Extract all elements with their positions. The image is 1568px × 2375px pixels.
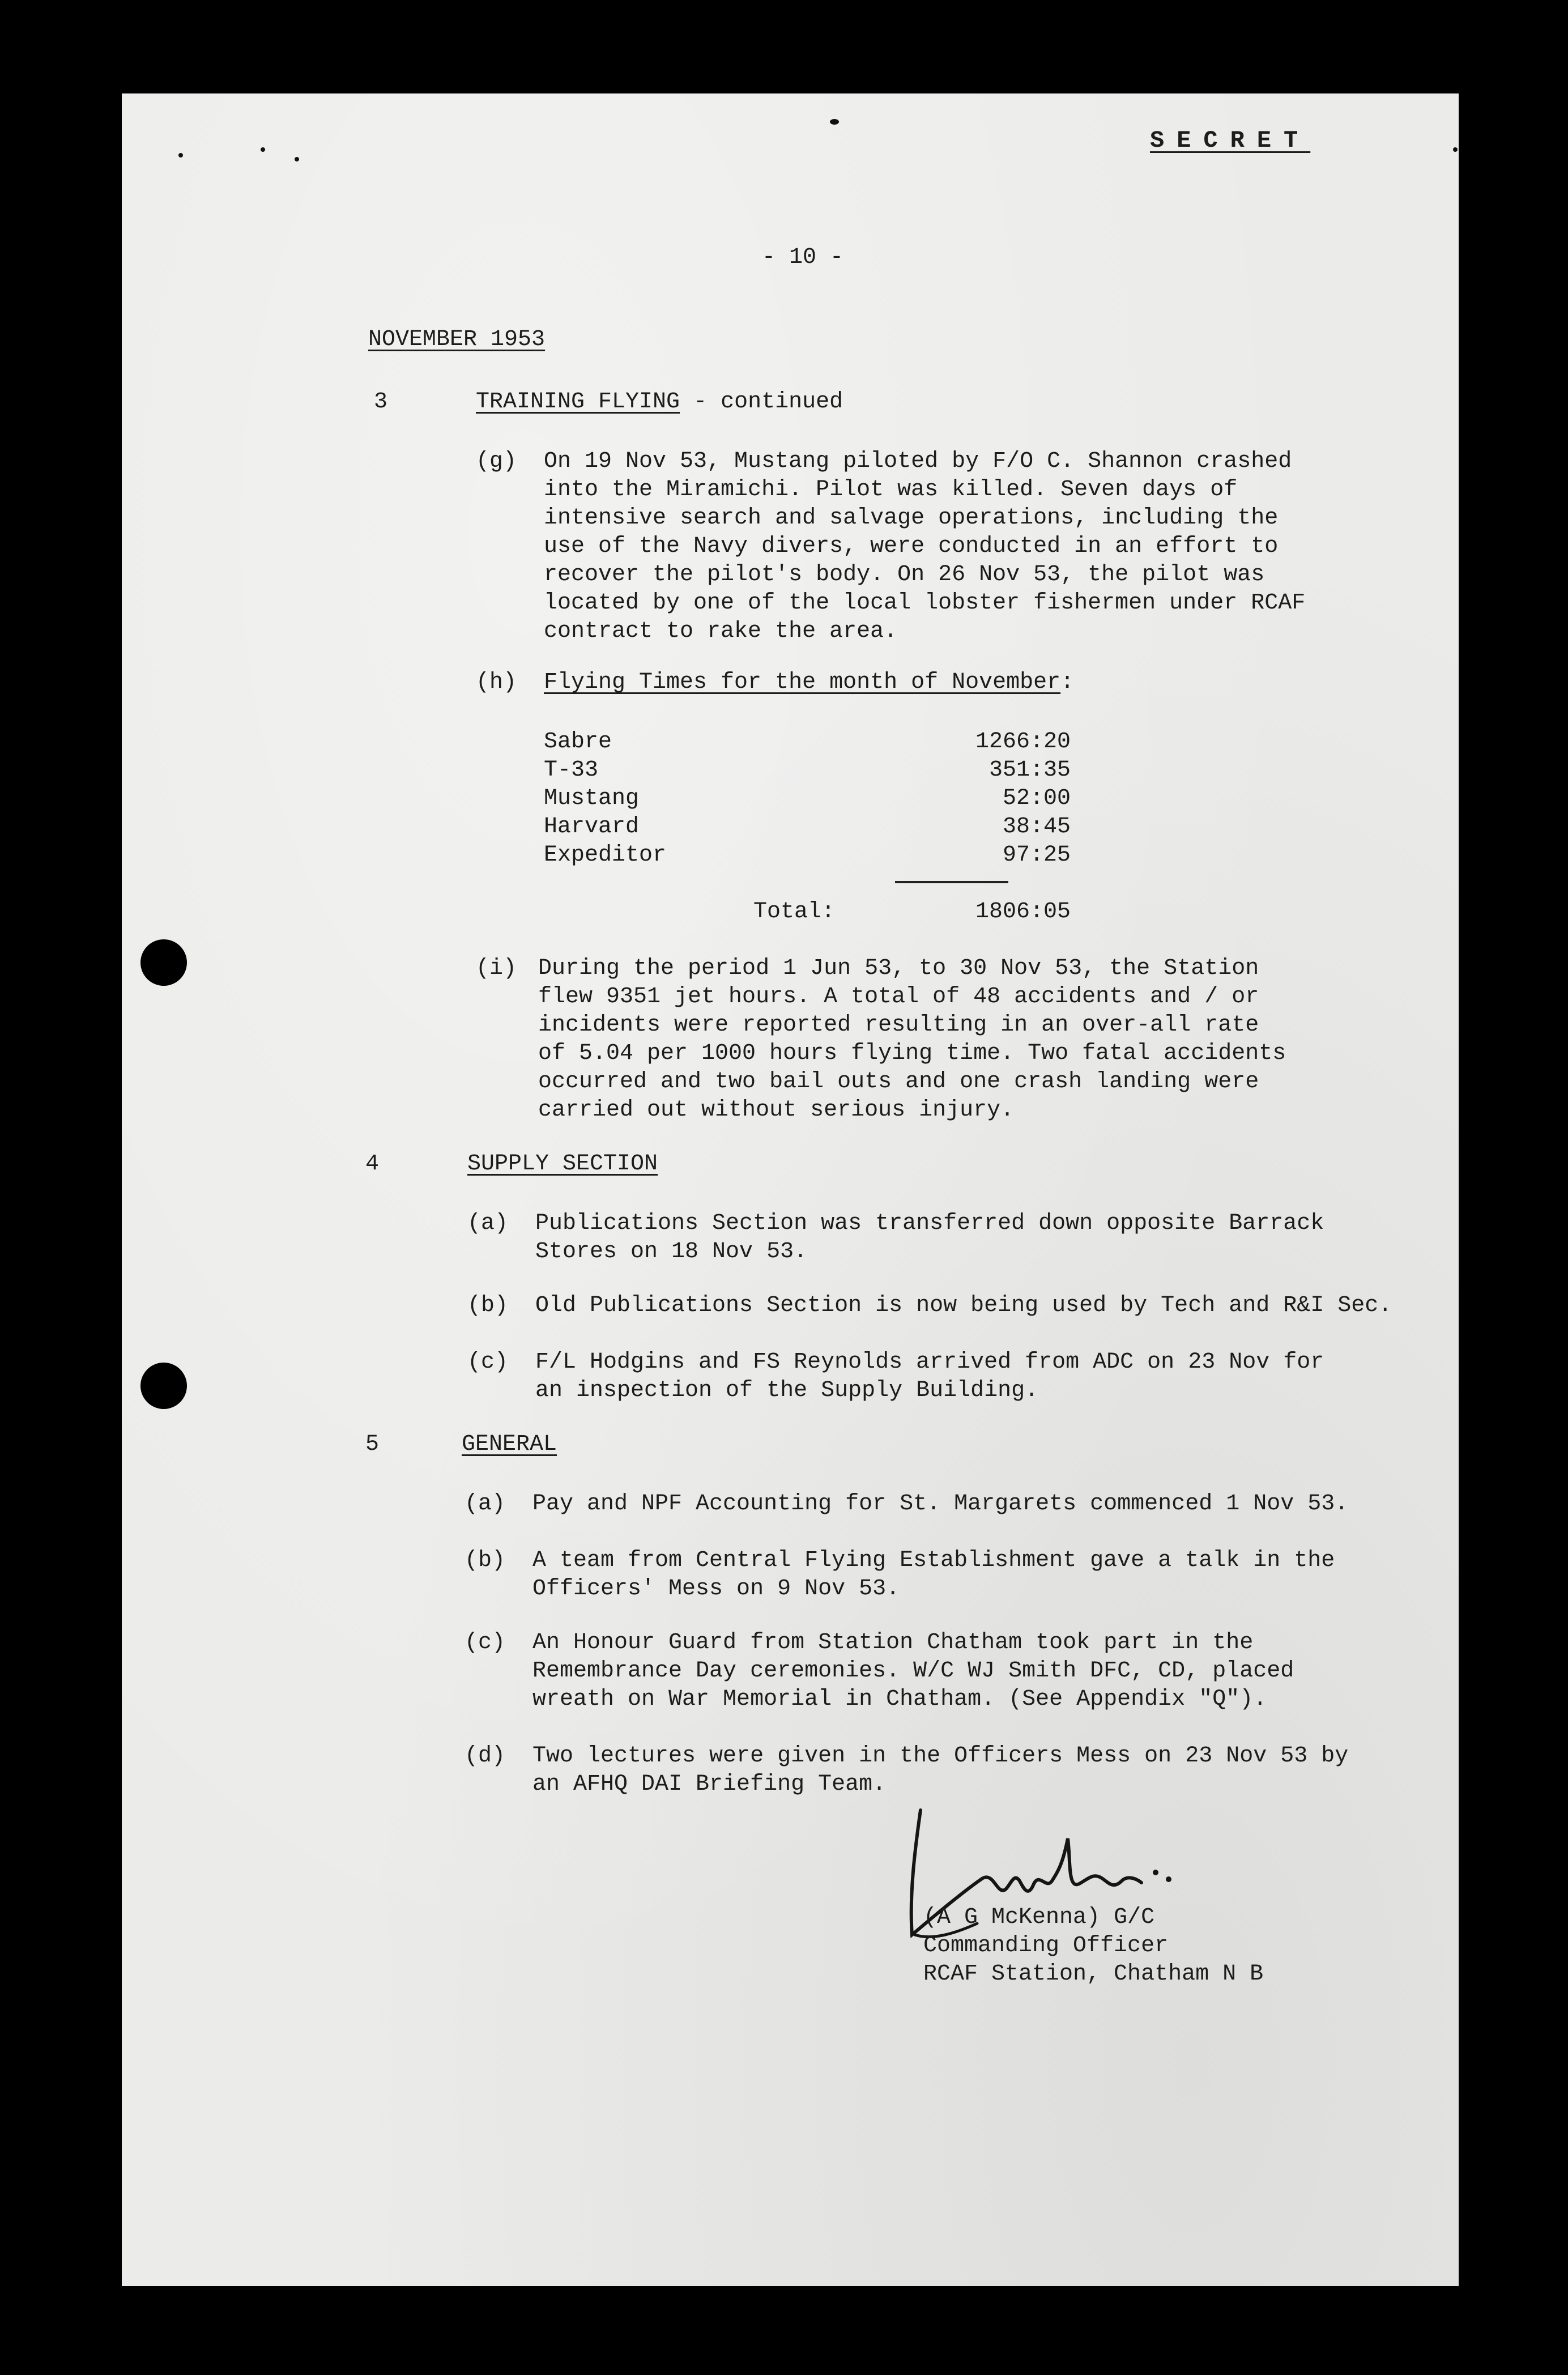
aircraft-name: Sabre (544, 729, 612, 755)
section-title: GENERAL (462, 1432, 557, 1457)
item-label: (g) (476, 449, 517, 474)
aircraft-name: T-33 (544, 757, 599, 783)
text-line: wreath on War Memorial in Chatham. (See Appendix "Q"). (532, 1687, 1267, 1712)
flying-times-colon: : (1060, 670, 1075, 695)
text-line: carried out without serious injury. (538, 1097, 1015, 1123)
section-title-suffix: - continued (693, 389, 843, 415)
speck (830, 119, 839, 125)
aircraft-name: Mustang (544, 786, 640, 811)
item-text (532, 1742, 1348, 1799)
item-label: (i) (476, 956, 517, 981)
speck (1453, 147, 1458, 152)
section-heading (476, 388, 843, 416)
item-label: (c) (465, 1630, 506, 1655)
item-text (535, 1292, 1392, 1320)
speck (295, 157, 299, 161)
report-month: NOVEMBER 1953 (368, 327, 546, 352)
total-rule (895, 881, 1008, 883)
speck (261, 147, 265, 152)
text-line: Officers' Mess on 9 Nov 53. (532, 1576, 900, 1602)
text-line: use of the Navy divers, were conducted in an effort to (544, 534, 1279, 559)
section-title: TRAINING FLYING (476, 389, 680, 415)
total-label: Total: (753, 899, 836, 925)
text-line: Pay and NPF Accounting for St. Margarets commenced 1 Nov 53. (532, 1491, 1349, 1517)
text-line: occurred and two bail outs and one crash landing were (538, 1069, 1259, 1095)
aircraft-name: Expeditor (544, 842, 667, 868)
item-text (532, 1490, 1348, 1518)
item-label: (a) (465, 1491, 506, 1517)
item-text (532, 1629, 1294, 1714)
section-number: 3 (374, 389, 388, 415)
text-line: During the period 1 Jun 53, to 30 Nov 53, the Station (538, 956, 1259, 981)
text-line: An Honour Guard from Station Chatham took part in the (532, 1630, 1254, 1655)
speck (178, 153, 183, 158)
text-line: F/L Hodgins and FS Reynolds arrived from ADC on 23 Nov for (535, 1350, 1324, 1375)
aircraft-hours: 97:25 (1002, 842, 1071, 868)
section-title: SUPPLY SECTION (467, 1151, 658, 1177)
text-line: into the Miramichi. Pilot was killed. Seven days of (544, 477, 1238, 503)
punch-hole (140, 939, 187, 986)
aircraft-hours: 1266:20 (975, 729, 1071, 755)
text-line: an inspection of the Supply Building. (535, 1378, 1039, 1403)
text-line: of 5.04 per 1000 hours flying time. Two fatal accidents (538, 1041, 1286, 1066)
item-label: (a) (467, 1211, 509, 1236)
total-value: 1806:05 (975, 899, 1071, 925)
classification-mark: SECRET (1150, 127, 1311, 154)
document-page (122, 93, 1459, 2286)
section-number: 5 (365, 1432, 380, 1457)
section-number: 4 (365, 1151, 380, 1177)
item-text (532, 1547, 1335, 1603)
item-label: (c) (467, 1350, 509, 1375)
item-label: (b) (467, 1293, 509, 1318)
text-line: Publications Section was transferred down opposite Barrack (535, 1211, 1324, 1236)
text-line: A team from Central Flying Establishment gave a talk in the (532, 1548, 1335, 1573)
page-number: - 10 - (762, 245, 844, 270)
item-g-text (544, 448, 1305, 646)
text-line: an AFHQ DAI Briefing Team. (532, 1772, 887, 1797)
text-line: Stores on 18 Nov 53. (535, 1239, 808, 1265)
text-line: recover the pilot's body. On 26 Nov 53, the pilot was (544, 562, 1265, 588)
flying-times-title: Flying Times for the month of November (544, 670, 1061, 695)
aircraft-hours: 38:45 (1002, 814, 1071, 840)
item-i-text (538, 955, 1286, 1125)
text-line: Remembrance Day ceremonies. W/C WJ Smith DFC, CD, placed (532, 1658, 1294, 1684)
aircraft-hours: 351:35 (988, 757, 1071, 783)
aircraft-name: Harvard (544, 814, 640, 840)
text-line: flew 9351 jet hours. A total of 48 accidents and / or (538, 984, 1259, 1010)
text-line: On 19 Nov 53, Mustang piloted by F/O C. Shannon crashed (544, 449, 1292, 474)
punch-hole (140, 1363, 187, 1409)
item-label: (d) (465, 1743, 506, 1769)
signatory-name: (A G McKenna) G/C (923, 1905, 1155, 1930)
text-line: Two lectures were given in the Officers Mess on 23 Nov 53 by (532, 1743, 1349, 1769)
aircraft-hours: 52:00 (1002, 786, 1071, 811)
text-line: incidents were reported resulting in an over-all rate (538, 1012, 1259, 1038)
signatory-title: Commanding Officer (923, 1933, 1169, 1959)
item-text (535, 1348, 1324, 1405)
signatory-station: RCAF Station, Chatham N B (923, 1961, 1264, 1987)
flying-times-heading (544, 669, 1074, 697)
text-line: Old Publications Section is now being used by Tech and R&I Sec. (535, 1293, 1392, 1318)
text-line: intensive search and salvage operations, including the (544, 505, 1279, 531)
item-label: (h) (476, 670, 517, 695)
text-line: located by one of the local lobster fishermen under RCAF (544, 590, 1306, 616)
item-label: (b) (465, 1548, 506, 1573)
text-line: contract to rake the area. (544, 619, 898, 644)
item-text (535, 1210, 1324, 1266)
